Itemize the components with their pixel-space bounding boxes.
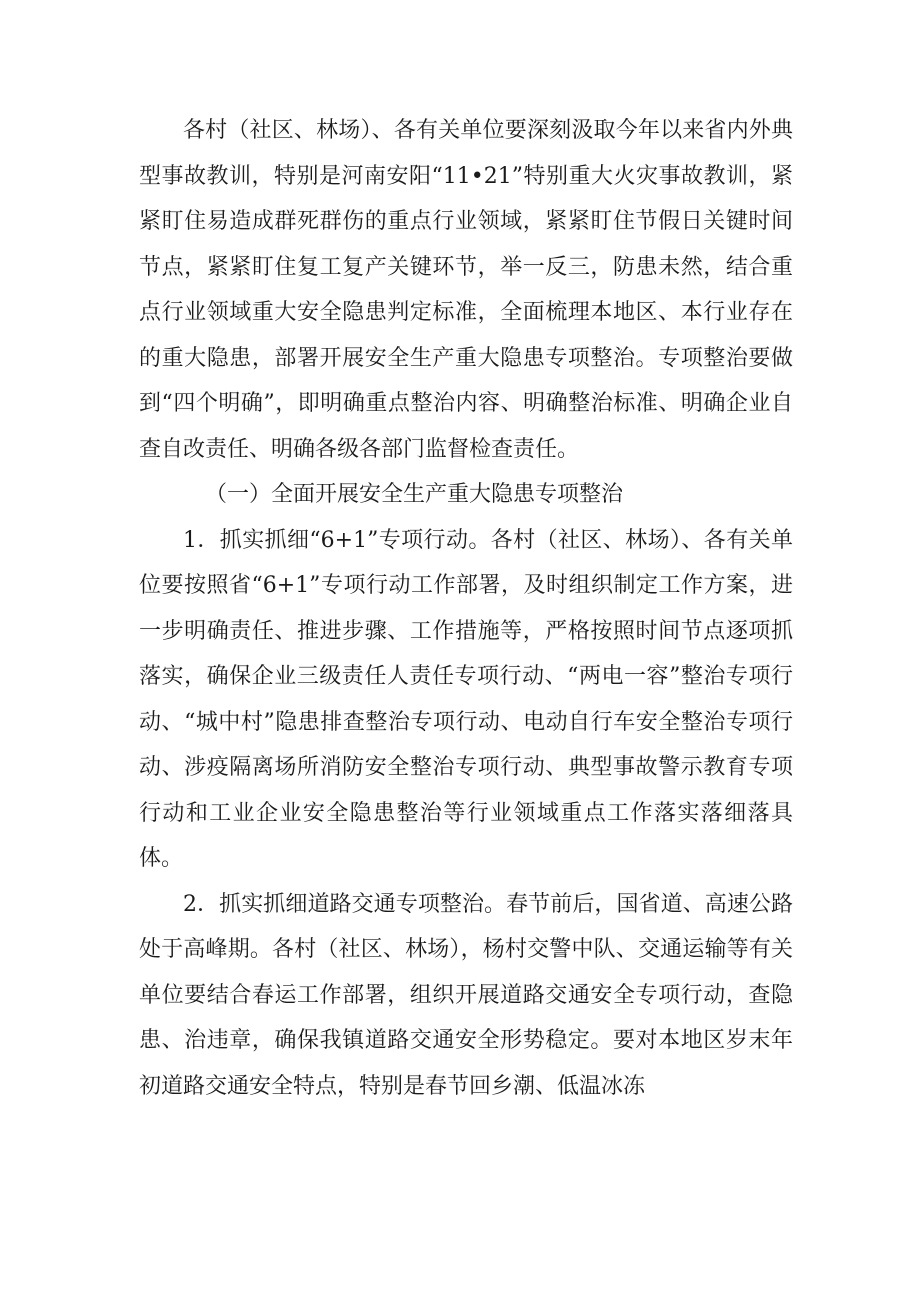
section-heading: （一）全面开展安全生产重大隐患专项整治 bbox=[205, 482, 624, 507]
list-item-1: 1．抓实抓细“6+1”专项行动。各村（社区、林场）、各有关单位要按照省“6+1”专项行动工作部署，及时组织制定工作方案，进一步明确责任、推进步骤、工作措施等，严格按照时间节点逐项抓落实，确保企业三级责任人责任专项行动、“两电一容”整治专项行动、“城中村”隐患排查整治专项行动、电动自行车安全整治专项行动、涉疫隔离场所消防安全整治专项行动、典型事故警示教育专项行动和工业企业安全隐患整治等行业领域重点工作落实落细落具体。 bbox=[139, 527, 793, 871]
list-item-2: 2．抓实抓细道路交通专项整治。春节前后，国省道、高速公路处于高峰期。各村（社区、林场），杨村交警中队、交通运输等有关单位要结合春运工作部署，组织开展道路交通安全专项行动，查隐患、治违章，确保我镇道路交通安全形势稳定。要对本地区岁末年初道路交通安全特点，特别是春节回乡潮、低温冰冻 bbox=[139, 891, 793, 1099]
document-body bbox=[139, 108, 793, 1109]
intro-paragraph: 各村（社区、林场）、各有关单位要深刻汲取今年以来省内外典型事故教训，特别是河南安阳“11•21”特别重大火灾事故教训，紧紧盯住易造成群死群伤的重点行业领域，紧紧盯住节假日关键时间节点，紧紧盯住复工复产关键环节，举一反三，防患未然，结合重点行业领域重大安全隐患判定标准，全面梳理本地区、本行业存在的重大隐患，部署开展安全生产重大隐患专项整治。专项整治要做到“四个明确”，即明确重点整治内容、明确整治标准、明确企业自查自改责任、明确各级各部门监督检查责任。 bbox=[139, 118, 793, 462]
